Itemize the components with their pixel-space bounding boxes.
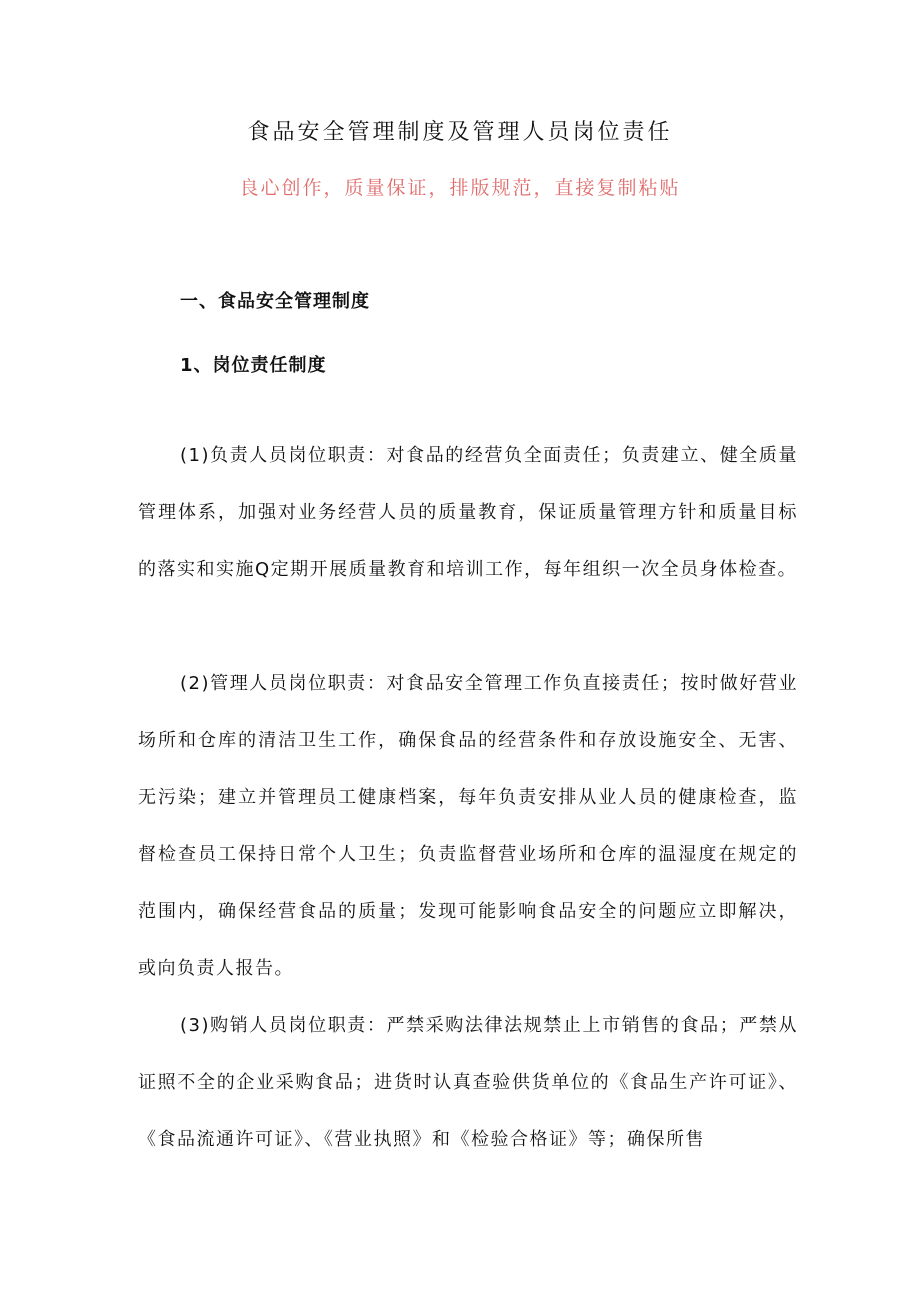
paragraph-manager: (2)管理人员岗位职责：对食品安全管理工作负直接责任；按时做好营业场所和仓库的清洁卫生工作，确保食品的经营条件和存放设施安全、无害、无污染；建立并管理员工健康档案，每年负责安排从业人员的健康检查，监督检查员工保持日常个人卫生；负责监督营业场所和仓库的温湿度在规定的范围内，确保经营食品的质量；发现可能影响食品安全的问题应立即解决，或向负责人报告。 [138, 673, 798, 979]
section-heading: 一、食品安全管理制度 [180, 291, 370, 312]
paragraph-responsible-person: (1)负责人员岗位职责：对食品的经营负全面责任；负责建立、健全质量管理体系，加强对业务经营人员的质量教育，保证质量管理方针和质量目标的落实和实施Q定期开展质量教育和培训工作，每年组织一次全员身体检查。 [138, 445, 798, 580]
document-title: 食品安全管理制度及管理人员岗位责任 [247, 120, 673, 145]
document-subtitle: 良心创作，质量保证，排版规范，直接复制粘贴 [239, 177, 681, 199]
sub-heading: 1、岗位责任制度 [180, 355, 327, 376]
paragraph-purchasing-sales: (3)购销人员岗位职责：严禁采购法律法规禁止上市销售的食品；严禁从证照不全的企业采购食品；进货时认真查验供货单位的《食品生产许可证》、《食品流通许可证》、《营业执照》和《检验合格证》等；确保所售 [138, 1015, 798, 1150]
